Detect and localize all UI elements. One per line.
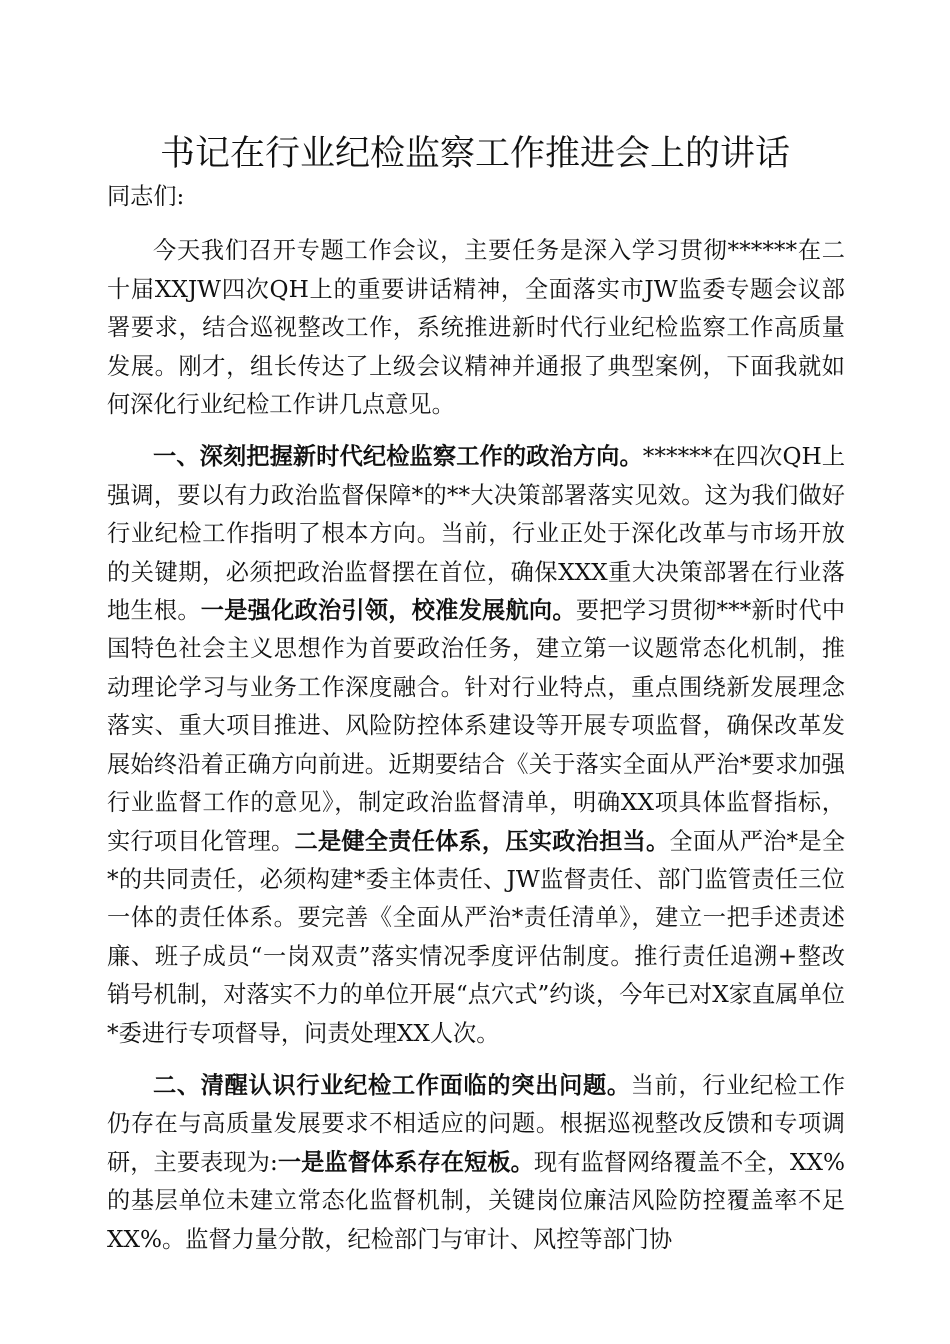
section-1-text-3: 全面从严治*是全*的共同责任，必须构建*委主体责任、JW监督责任、部门监管责任三位一体的责任体系。要完善《全面从严治*责任清单》，建立一把手述责述廉、班子成员“一岗双责”落实情况季度评估制度。推行责任追溯+整改销号机制，对落实不力的单位开展“点穴式”约谈，今年已对X家直属单位*委进行专项督导，问责处理XX人次。 (107, 827, 846, 1047)
section-2-heading: 二、清醒认识行业纪检工作面临的突出问题。 (153, 1071, 631, 1099)
section-2-text-1: 当前，行业纪检工作仍存在与高质量发展要求不相适应的问题。根据巡视整改反馈和专项调研，主要表现为: (107, 1071, 846, 1176)
salutation: 同志们: (107, 183, 185, 210)
paragraph-intro: 今天我们召开专题工作会议，主要任务是深入学习贯彻******在二十届XXJW四次QH上的重要讲话精神，全面落实市JW监委专题会议部署要求，结合巡视整改工作，系统推进新时代行业纪检监察工作高质量发展。刚才，组长传达了上级会议精神并通报了典型案例，下面我就如何深化行业纪检工作讲几点意见。 (107, 237, 845, 419)
section-1-text-1: ******在四次QH上强调，要以有力政治监督保障*的**大决策部署落实见效。这为我们做好行业纪检工作指明了根本方向。当前，行业正处于深化改革与市场开放的关键期，必须把政治监督摆在首位，确保XXX重大决策部署在行业落地生根。 (107, 443, 846, 625)
document-body (107, 178, 845, 1273)
section-2-point-1: 一是监督体系存在短板。 (277, 1148, 534, 1176)
document-title: 书记在行业纪检监察工作推进会上的讲话 (159, 134, 790, 174)
section-2-text-2: 现有监督网络覆盖不全，XX%的基层单位未建立常态化监督机制，关键岗位廉洁风险防控覆盖率不足XX%。监督力量分散，纪检部门与审计、风控等部门协 (107, 1148, 846, 1253)
section-1-point-2: 二是健全责任体系，压实政治担当。 (294, 827, 670, 855)
section-1-heading: 一、深刻把握新时代纪检监察工作的政治方向。 (153, 443, 643, 471)
section-1-point-1: 一是强化政治引领，校准发展航向。 (200, 597, 576, 625)
paragraph-section-1 (107, 438, 845, 1053)
section-1-text-2: 要把学习贯彻***新时代中国特色社会主义思想作为首要政治任务，建立第一议题常态化机制，推动理论学习与业务工作深度融合。针对行业特点，重点围绕新发展理念落实、重大项目推进、风险防控体系建设等开展专项监督，确保改革发展始终沿着正确方向前进。近期要结合《关于落实全面从严治*要求加强行业监督工作的意见》，制定政治监督清单，明确XX项具体监督指标，实行项目化管理。 (107, 597, 846, 855)
paragraph-section-2 (107, 1067, 845, 1259)
